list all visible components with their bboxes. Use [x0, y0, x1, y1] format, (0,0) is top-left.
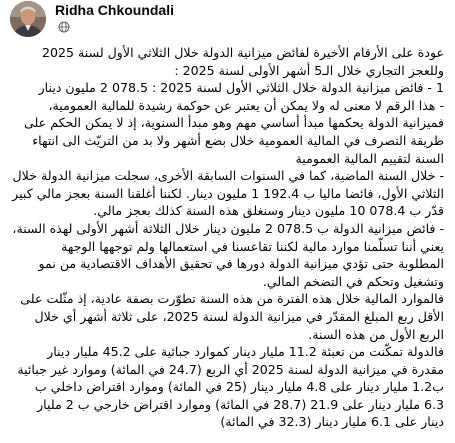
post-header	[0, 0, 455, 40]
post-paragraph-last-year: - خلال السنة الماضية، كما في السنوات السابقة الأخرى، سجلت ميزانية الدولة خلال الثلاثي الأول، فائضا ماليا ب 192.4 1 مليون دينار. لكننا أغلقنا السنة بعجز مالي كبير قدّر ب 078.4 10 مليون دينار وسنغلق هذه السنة كذلك بعجز مالي.	[12, 168, 444, 219]
post-paragraph-surplus-heading: 1 - فائض ميزانية الدولة خلال الثلاثي الأول لسنة 2025 : 078.5 2 مليون دينار	[38, 80, 444, 96]
globe-icon[interactable]	[58, 21, 70, 33]
post-paragraph-mobilization: فالدولة تمكّنت من تعبئة 11.2 مليار دينار كموارد جبائية على 45.2 مليار دينار مقدرة في ميزانية الدولة لسنة 2025 أي الربع (24.7 في المائة) وموارد غير جبائية ب1.2 مليار دينار على 4.8 مليار دينار (25 في المائة) وموارد اقتراض داخلي ب 6.3 مليار دينار على 21.9 (28.7 في المائة) وموارد اقتراض خارجي ب 2 مليار دينار على 6.1 مليار دينار (32.3 في المائة)	[17, 344, 444, 430]
author-avatar[interactable]	[10, 1, 46, 37]
author-name[interactable]: Ridha Chkoundali	[55, 2, 174, 18]
post-paragraph-surplus-meaning: - فائض ميزانية الدولة ب 078.5 2 مليون دينار خلال الثلاثة أشهر الأولى لهذه السنة، يعني أننا تسلّمنا موارد مالية لكننا تقاعسنا في استعمالها ولم توجهها الوجهة المطلوبة حتى تؤدي ميزانية الدولة دورها في تحقيق الأهداف الاقتصادية من نمو وتشغيل وتحكم في التضخم المالي.	[12, 220, 444, 289]
post-meta	[55, 20, 70, 34]
post-text	[12, 44, 444, 431]
post-paragraph-intro: عودة على الأرقام الأخيرة لفائض ميزانية الدولة خلال الثلاثي الأول لسنة 2025 وللعجز التجاري خلال الـ5 أشهر الأولى لسنة 2025 :	[41, 45, 444, 78]
post-paragraph-resources: فالموارد المالية خلال هذه الفترة من هذه السنة تطوّرت بصفة عادية، إذ مثّلت على الأقل ربع المبلغ المقدّر في ميزانية الدولة لسنة 2025، على ثلاثة أشهر أي خلال الربع الأول من هذه السنة.	[20, 291, 444, 342]
profile-photo-icon	[10, 1, 46, 37]
post-paragraph-annuality: - هذا الرقم لا معنى له ولا يمكن أن يعتبر عن حوكمة رشيدة للمالية العمومية، فميزانية الدولة يحكمها مبدأ أساسي مهم وهو مبدأ السنوية، إذ لا يمكن الحكم على طريقة التصرف في المالية العمومية خلال بضع أشهر ولا بد من التريّث الى انتهاء السنة لتقييم المالية العمومية	[24, 97, 444, 166]
